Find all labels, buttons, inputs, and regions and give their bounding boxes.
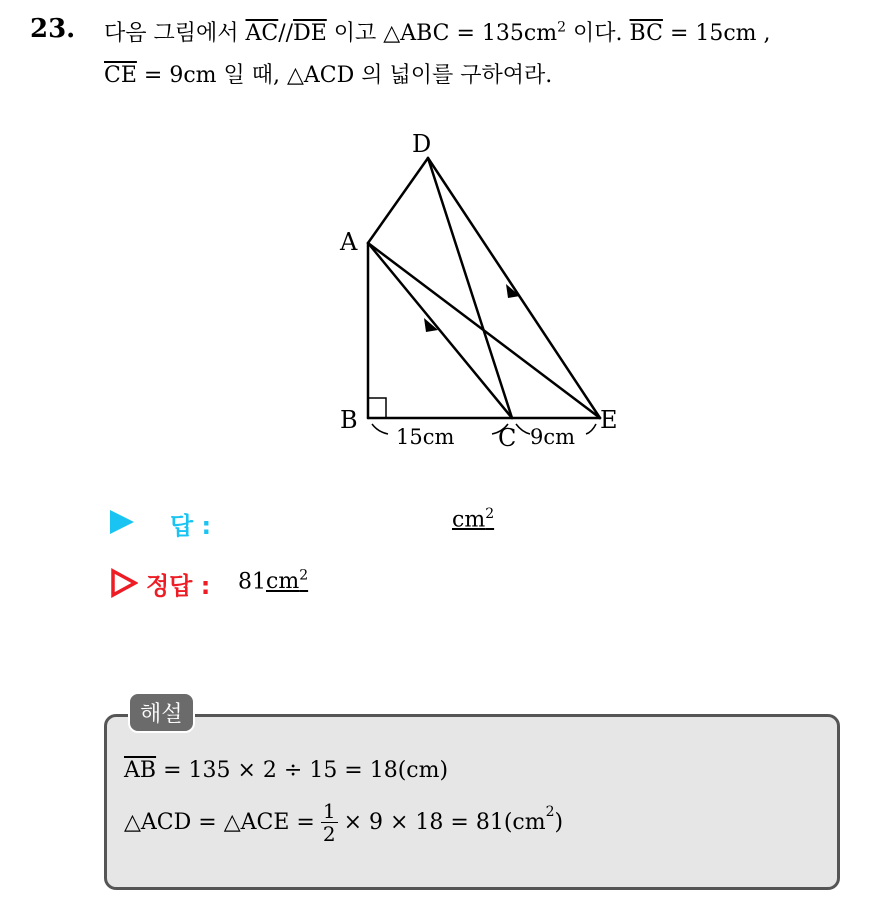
solution-sup: 2	[545, 804, 555, 820]
correct-answer-row	[110, 566, 710, 606]
answer-label: 답 :	[170, 512, 212, 540]
answer-blank[interactable]	[452, 506, 494, 532]
brace-mid-right	[516, 424, 530, 434]
question-text: = 15cm ,	[669, 21, 771, 46]
label-a: A	[340, 228, 358, 256]
question-text: 이고 △ABC = 135cm	[333, 21, 558, 46]
brace-right	[586, 424, 596, 434]
length-bc: 15cm	[396, 425, 455, 449]
correct-answer-value	[238, 568, 308, 594]
answer-unit: cm	[452, 507, 486, 533]
segment-ac: $\overline{AC}$	[245, 21, 279, 46]
correct-unit-text: cm	[266, 569, 300, 595]
solution-text: △ACD = △ACE =	[124, 810, 315, 835]
question-text: 이다.	[573, 21, 623, 46]
label-c: C	[498, 424, 517, 452]
segment-ad	[368, 158, 428, 243]
answer-row	[110, 506, 710, 542]
solution-text: = 135 × 2 ÷ 15 = 18(cm)	[163, 758, 449, 783]
parallel-symbol: //	[278, 21, 294, 46]
brace-left	[372, 424, 388, 434]
correct-answer-label: 정답 :	[146, 572, 211, 600]
fraction-denominator: 2	[322, 822, 336, 846]
segment-ce: $\overline{CE}$	[104, 63, 137, 88]
segment-dc	[428, 158, 512, 418]
correct-unit-sup: 2	[299, 568, 309, 584]
question-text: = 9cm 일 때, △ACD 의 넓이를 구하여라.	[143, 63, 553, 88]
solution-line1	[124, 758, 448, 783]
answer-unit-sup: 2	[485, 506, 495, 522]
segment-ab: $\overline{AB}$	[124, 758, 157, 783]
solution-text: × 9 × 18 = 81(cm	[343, 810, 546, 835]
right-angle-mark	[368, 398, 386, 418]
question-text: 다음 그림에서	[104, 21, 239, 46]
fraction-numerator: 1	[322, 799, 336, 823]
fraction-half	[321, 800, 338, 845]
solution-close: )	[554, 810, 564, 835]
segment-de: $\overline{DE}$	[293, 21, 327, 46]
solution-line2	[124, 800, 563, 845]
solution-tab: 해설	[128, 692, 195, 733]
label-e: E	[600, 406, 618, 434]
outline-triangle-icon	[110, 568, 138, 598]
correct-value-number: 81	[238, 569, 266, 595]
segment-bc: $\overline{BC}$	[629, 21, 663, 46]
correct-value-unit	[266, 569, 308, 594]
question-number: 23.	[30, 14, 76, 44]
play-triangle-icon	[110, 510, 134, 534]
segment-de	[428, 158, 600, 418]
superscript: 2	[557, 19, 567, 36]
label-d: D	[412, 130, 432, 158]
segment-ac	[368, 243, 512, 418]
length-ce: 9cm	[530, 425, 576, 449]
label-b: B	[340, 406, 358, 434]
